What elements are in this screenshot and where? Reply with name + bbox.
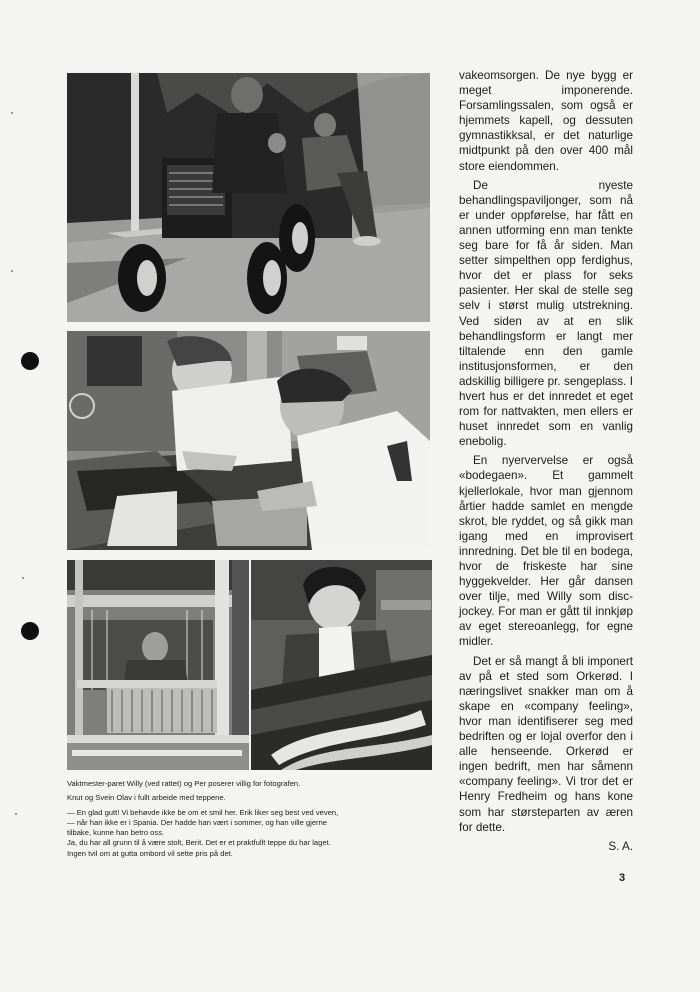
margin-speck [11, 112, 13, 114]
photo-loom [67, 560, 249, 770]
author-signature: S. A. [608, 839, 633, 853]
caption-loom-line3: tilbake, kunne han betro oss. [67, 828, 165, 838]
photo-captions [67, 779, 435, 859]
article-paragraph: De nyeste behandlingspaviljonger, som nå er under oppførelse, har fått en annen utforming enn man tenkte seg bare for få år siden. Man setter simpelthen opp ferdighus, hvor det er plass for seks pasienter. Her skal de stelle seg selv i størst mulig utstrekning. Ved siden av at en slik behandlingsform er langt mer tiltalende enn den gamle institusjonsformen, er den adskillig billigere pr. sengeplass. I hvert hus er det innredet et eget rom for nattvakten, men ellers er huset innredet som en vanlig enebolig. [459, 178, 633, 449]
photo-rug [251, 560, 432, 770]
article-signature-row [459, 839, 633, 854]
margin-speck [15, 813, 17, 815]
caption-tractor: Vaktmester-paret Willy (ved rattet) og Per poserer villig for fotografen. [67, 779, 301, 788]
punch-hole [21, 622, 39, 640]
punch-hole [21, 352, 39, 370]
article-column [459, 68, 633, 854]
photo-tractor [67, 73, 430, 322]
margin-speck [22, 577, 24, 579]
margin-speck [11, 270, 13, 272]
article-paragraph: vakeomsorgen. De nye bygg er meget imponerende. Forsamlingssalen, som også er hjemmets kapell, og dessuten gymnastikksal, er det naturlige midtpunkt på den over 400 mål store eiendommen. [459, 69, 633, 173]
caption-loom-line2: — når han ikke er i Spania. Der hadde han vært i sommer, og han ville gjerne [67, 817, 328, 827]
caption-weaving: Knut og Svein Olav i fullt arbeide med teppene. [67, 793, 226, 803]
photo-weaving-table [67, 331, 430, 550]
caption-rug-line1: Ja, du har all grunn til å være stolt, Berit. Det er et praktfullt teppe du har laget. [67, 838, 331, 848]
page-number: 3 [619, 872, 626, 884]
caption-loom-line1: — En glad gutt! Vi behøvde ikke be om et smil her. Erik liker seg best ved veven, [67, 807, 339, 817]
article-paragraph: Det er så mangt å bli imponert av på et sted som Orkerød. I næringslivet snakker man om å skape en «company feeling», hvor man identifiserer seg med bedriften og er lojal overfor den i alle henseende. Orkerød er ingen bedrift, men har såmenn «company feeling». Vi tror det er Henry Fredheim og hans kone som har størsteparten av æren for dette. [459, 654, 633, 834]
article-paragraph: En nyervervelse er også «bodegaen». Et gammelt kjellerlokale, hvor man gjennom årtier hadde samlet en mengde skrot, ble ryddet, og så gikk man igang med en improvisert innredning. Det ble til en bodega, hvor de friskeste har sine hyggekvelder. Her går dansen over tilje, med Willy som disc-jockey. For man er gått til innkjøp av eget stereoanlegg, for egne midler. [459, 454, 633, 649]
caption-rug-line2: Ingen tvil om at gutta ombord vil sette pris på det. [67, 848, 233, 858]
